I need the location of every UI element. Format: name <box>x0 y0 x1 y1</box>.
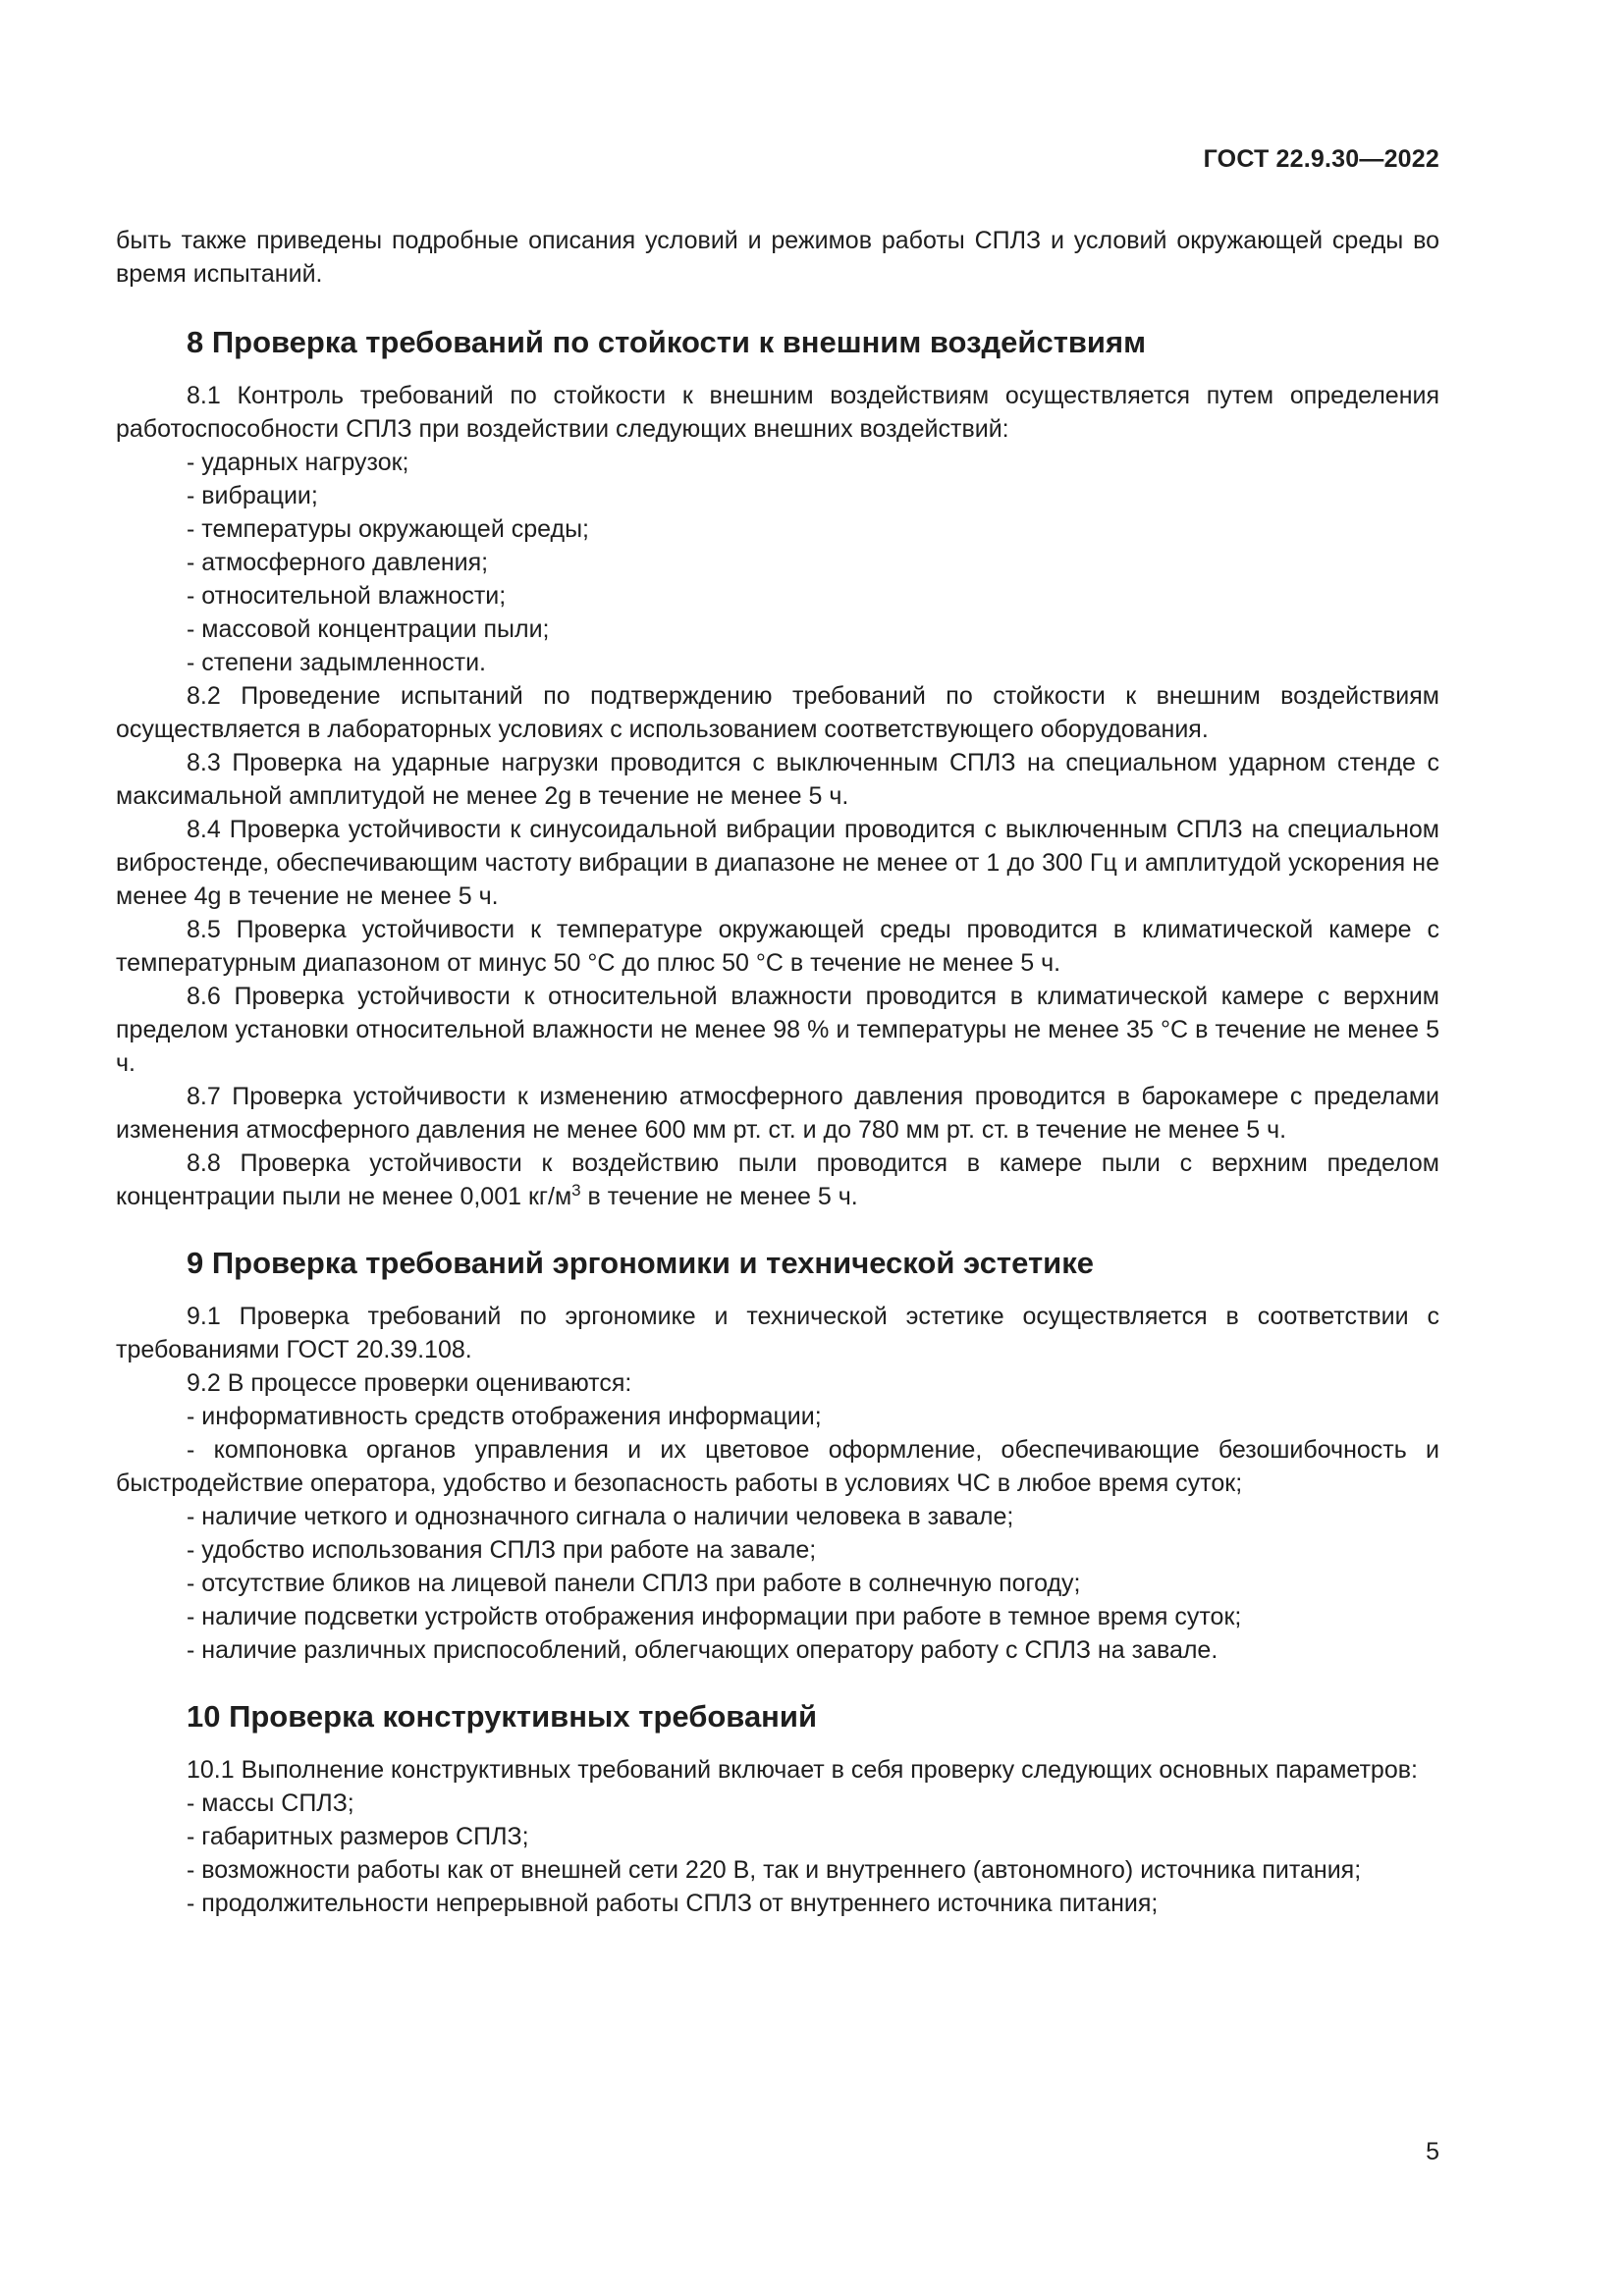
paragraph-9-1: 9.1 Проверка требований по эргономике и технической эстетике осуществляется в соответствии с требованиями ГОСТ 20.39.108. <box>116 1303 1439 1363</box>
section-9-heading: 9 Проверка требований эргономики и технической эстетике <box>187 1246 1094 1280</box>
list-item: - степени задымленности. <box>187 649 486 676</box>
list-item: - компоновка органов управления и их цветовое оформление, обеспечивающие безошибочность и быстродействие оператора, удобство и безопасность работы в условиях ЧС в любое время суток; <box>116 1436 1439 1497</box>
list-item: - температуры окружающей среды; <box>187 515 589 543</box>
list-item: - массы СПЛЗ; <box>187 1789 354 1817</box>
paragraph-8-1: 8.1 Контроль требований по стойкости к внешним воздействиям осуществляется путем определения работоспособности СПЛЗ при воздействии следующих внешних воздействий: <box>116 382 1439 443</box>
page-number: 5 <box>1426 2138 1439 2165</box>
list-item: - наличие подсветки устройств отображения информации при работе в темное время суток; <box>187 1603 1242 1630</box>
list-item: - относительной влажности; <box>187 582 507 610</box>
paragraph-8-7: 8.7 Проверка устойчивости к изменению атмосферного давления проводится в барокамере с пределами изменения атмосферного давления не менее 600 мм рт. ст. и до 780 мм рт. ст. в течение не менее 5 ч. <box>116 1083 1439 1144</box>
section-8-heading: 8 Проверка требований по стойкости к внешним воздействиям <box>187 325 1147 359</box>
list-item: - наличие четкого и однозначного сигнала о наличии человека в завале; <box>187 1503 1014 1530</box>
paragraph-8-8-tail: в течение не менее 5 ч. <box>580 1183 858 1210</box>
list-item: - вибрации; <box>187 482 318 509</box>
paragraph-8-8 <box>116 1147 1439 1213</box>
document-body <box>116 224 1439 1920</box>
list-item: - атмосферного давления; <box>187 549 489 576</box>
list-item: - возможности работы как от внешней сети 220 В, так и внутреннего (автономного) источника питания; <box>187 1856 1362 1884</box>
paragraph-8-5: 8.5 Проверка устойчивости к температуре окружающей среды проводится в климатической камере с температурным диапазоном от минус 50 °С до плюс 50 °С в течение не менее 5 ч. <box>116 916 1439 977</box>
paragraph-10-1: 10.1 Выполнение конструктивных требований включает в себя проверку следующих основных параметров: <box>187 1756 1418 1784</box>
list-item: - наличие различных приспособлений, облегчающих оператору работу с СПЛЗ на завале. <box>187 1636 1218 1664</box>
section-10-heading: 10 Проверка конструктивных требований <box>187 1699 818 1734</box>
paragraph-8-6: 8.6 Проверка устойчивости к относительной влажности проводится в климатической камере с верхним пределом установки относительной влажности не менее 98 % и температуры не менее 35 °С в течение не менее 5 ч. <box>116 983 1439 1077</box>
paragraph-8-4: 8.4 Проверка устойчивости к синусоидальной вибрации проводится с выключенным СПЛЗ на специальном вибростенде, обеспечивающим частоту вибрации в диапазоне не менее от 1 до 300 Гц и амплитудой ускорения не менее 4g в течение не менее 5 ч. <box>116 816 1439 910</box>
superscript-cube: 3 <box>571 1181 581 1200</box>
paragraph-8-8-text: 8.8 Проверка устойчивости к воздействию пыли проводится в камере пыли с верхним пределом концентрации пыли не менее 0,001 кг/м <box>116 1149 1439 1210</box>
paragraph-8-3: 8.3 Проверка на ударные нагрузки проводится с выключенным СПЛЗ на специальном ударном стенде с максимальной амплитудой не менее 2g в течение не менее 5 ч. <box>116 749 1439 810</box>
list-item: - массовой концентрации пыли; <box>187 615 550 643</box>
list-item: - удобство использования СПЛЗ при работе на завале; <box>187 1536 817 1564</box>
list-item: - продолжительности непрерывной работы СПЛЗ от внутреннего источника питания; <box>187 1890 1159 1917</box>
list-item: - информативность средств отображения информации; <box>187 1403 822 1430</box>
paragraph-8-2: 8.2 Проведение испытаний по подтверждению требований по стойкости к внешним воздействиям осуществляется в лабораторных условиях с использованием соответствующего оборудования. <box>116 682 1439 743</box>
document-standard-id: ГОСТ 22.9.30—2022 <box>1203 145 1439 173</box>
list-item: - ударных нагрузок; <box>187 449 409 476</box>
paragraph-9-2: 9.2 В процессе проверки оцениваются: <box>187 1369 632 1397</box>
list-item: - отсутствие бликов на лицевой панели СПЛЗ при работе в солнечную погоду; <box>187 1570 1081 1597</box>
list-item: - габаритных размеров СПЛЗ; <box>187 1823 529 1850</box>
intro-paragraph: быть также приведены подробные описания условий и режимов работы СПЛЗ и условий окружающей среды во время испытаний. <box>116 227 1439 288</box>
